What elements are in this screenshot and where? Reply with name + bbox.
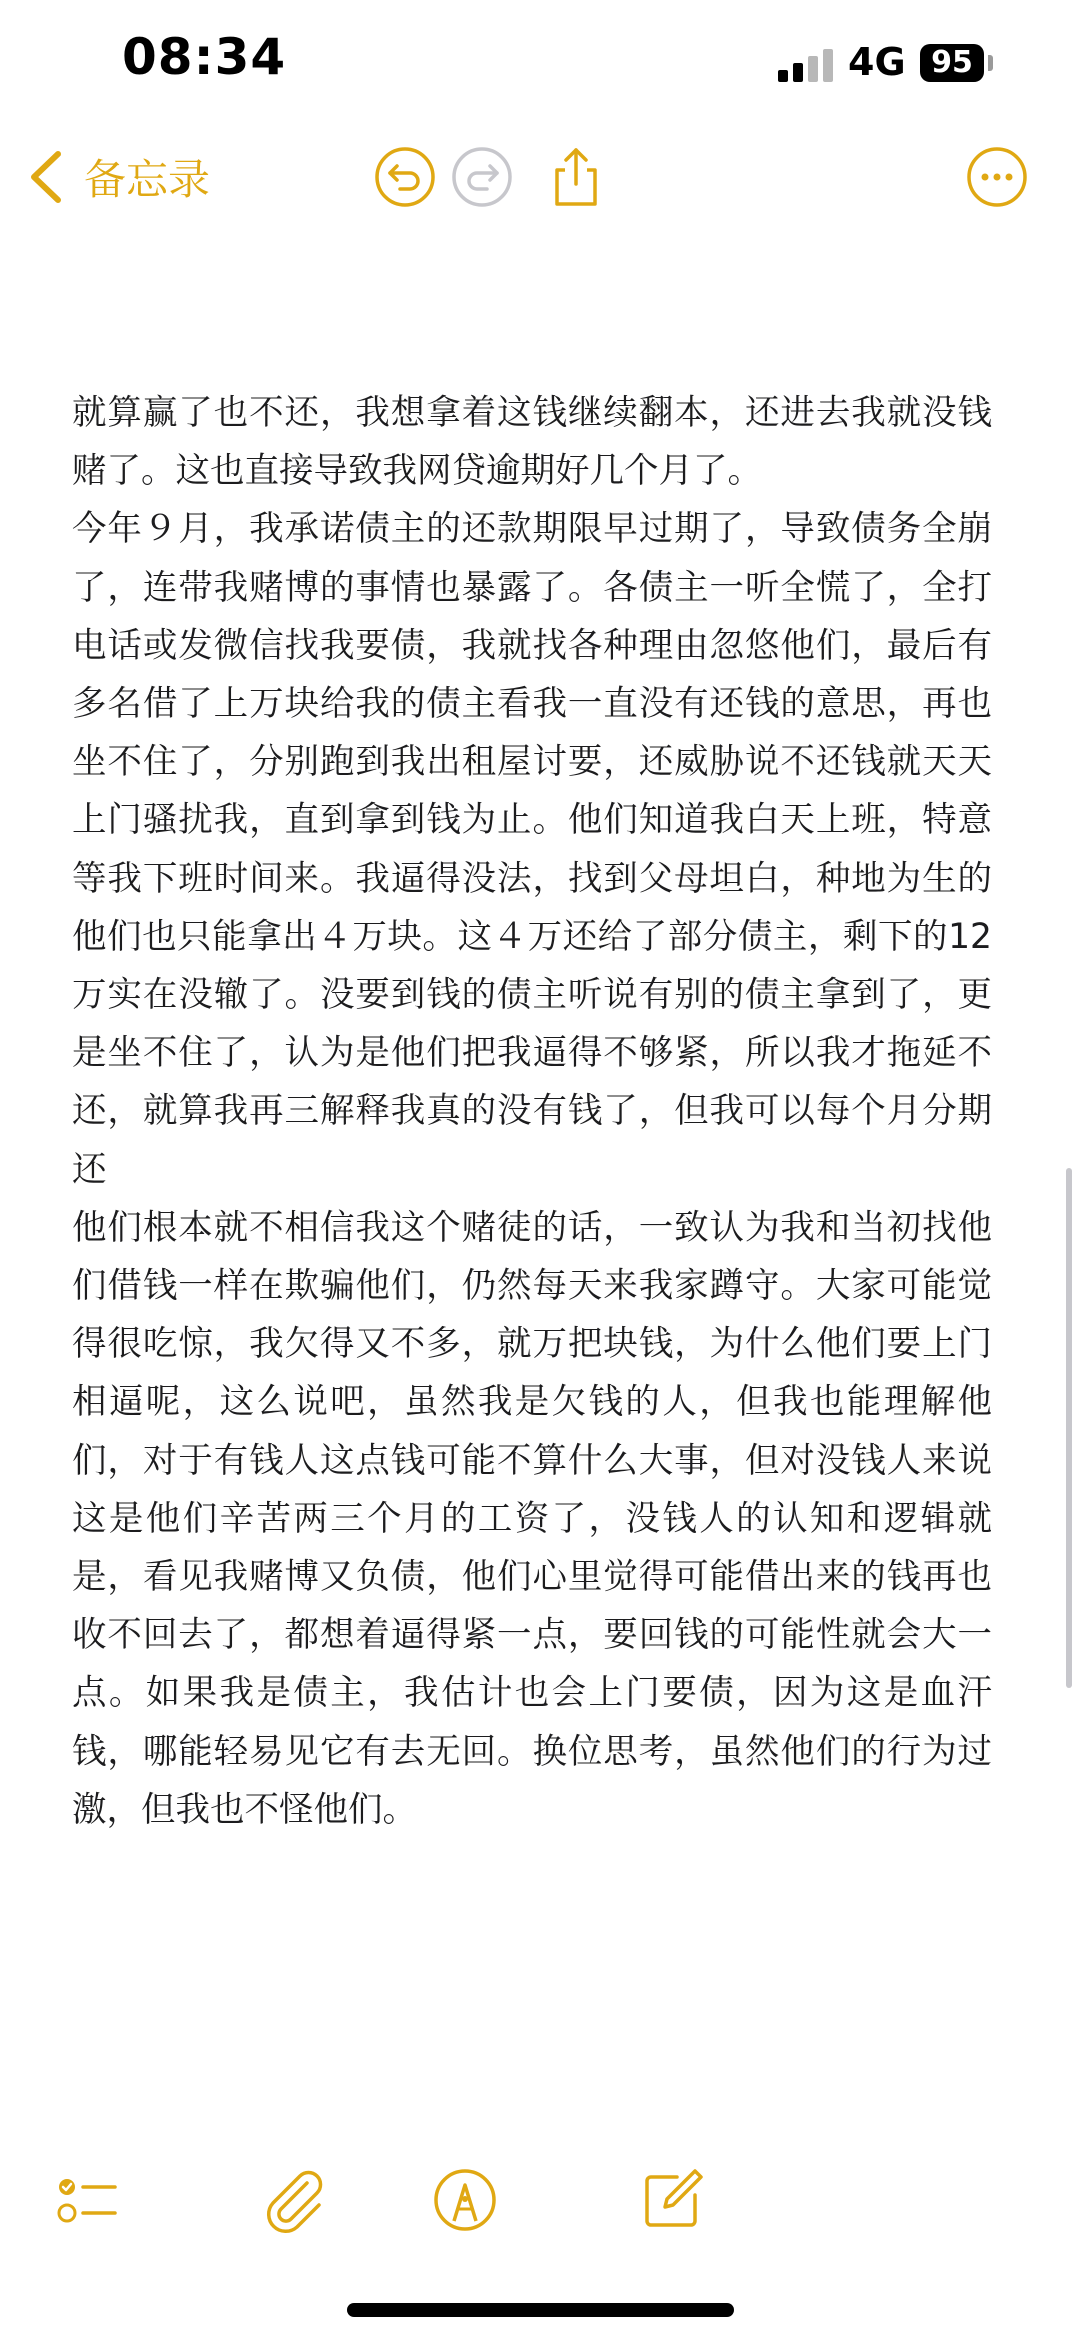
network-type: 4G [848, 40, 906, 84]
markup-button[interactable] [425, 2160, 505, 2240]
scroll-indicator[interactable] [1066, 1168, 1072, 1688]
checklist-icon [53, 2165, 123, 2235]
status-time: 08:34 [122, 28, 287, 86]
home-indicator[interactable] [347, 2303, 734, 2317]
markup-pen-icon [430, 2165, 500, 2235]
note-body[interactable] [72, 384, 992, 1839]
redo-button[interactable] [447, 142, 517, 212]
undo-button[interactable] [370, 142, 440, 212]
share-icon [545, 146, 607, 208]
chevron-left-icon [28, 150, 64, 204]
compose-button[interactable] [632, 2160, 712, 2240]
note-paragraph: 就算赢了也不还，我想拿着这钱继续翻本，还进去我就没钱赌了。这也直接导致我网贷逾期好几个月了。 [72, 393, 992, 492]
status-bar [0, 0, 1080, 130]
more-button[interactable] [962, 142, 1032, 212]
more-icon [966, 146, 1028, 208]
battery-level: 95 [931, 45, 973, 80]
undo-icon [374, 146, 436, 208]
attachment-button[interactable] [254, 2160, 334, 2240]
note-paragraph: 今年９月，我承诺债主的还款期限早过期了，导致债务全崩了，连带我赌博的事情也暴露了。各债主一听全慌了，全打电话或发微信找我要债，我就找各种理由忽悠他们，最后有多名借了上万块给我的债主看我一直没有还钱的意思，再也坐不住了，分别跑到我出租屋讨要，还威胁说不还钱就天天上门骚扰我，直到拿到钱为止。他们知道我白天上班，特意等我下班时间来。我逼得没法，找到父母坦白，种地为生的他们也只能拿出４万块。这４万还给了部分债主，剩下的12万实在没辙了。没要到钱的债主听说有别的债主拿到了，更是坐不住了，认为是他们把我逼得不够紧，所以我才拖延不还，就算我再三解释我真的没有钱了，但我可以每个月分期还 [72, 509, 992, 1190]
back-label: 备忘录 [84, 155, 211, 204]
scrolled-content-ghost-bottom [72, 2250, 1020, 2294]
cellular-signal-icon [778, 48, 834, 82]
back-button[interactable] [28, 142, 210, 212]
navigation-bar [0, 130, 1080, 220]
share-button[interactable] [541, 142, 611, 212]
battery-icon [920, 44, 984, 82]
bottom-toolbar [0, 2150, 1080, 2250]
compose-icon [637, 2165, 707, 2235]
battery-tip [988, 55, 993, 71]
redo-icon [451, 146, 513, 208]
checklist-button[interactable] [48, 2160, 128, 2240]
paperclip-icon [259, 2165, 329, 2235]
note-paragraph: 他们根本就不相信我这个赌徒的话，一致认为我和当初找他们借钱一样在欺骗他们，仍然每天来我家蹲守。大家可能觉得很吃惊，我欠得又不多，就万把块钱，为什么他们要上门相逼呢，这么说吧，虽然我是欠钱的人，但我也能理解他们，对于有钱人这点钱可能不算什么大事，但对没钱人来说这是他们辛苦两三个月的工资了，没钱人的认知和逻辑就是，看见我赌博又负债，他们心里觉得可能借出来的钱再也收不回去了，都想着逼得紧一点，要回钱的可能性就会大一点。如果我是债主，我估计也会上门要债，因为这是血汗钱，哪能轻易见它有去无回。换位思考，虽然他们的行为过激，但我也不怪他们。 [72, 1207, 992, 1830]
